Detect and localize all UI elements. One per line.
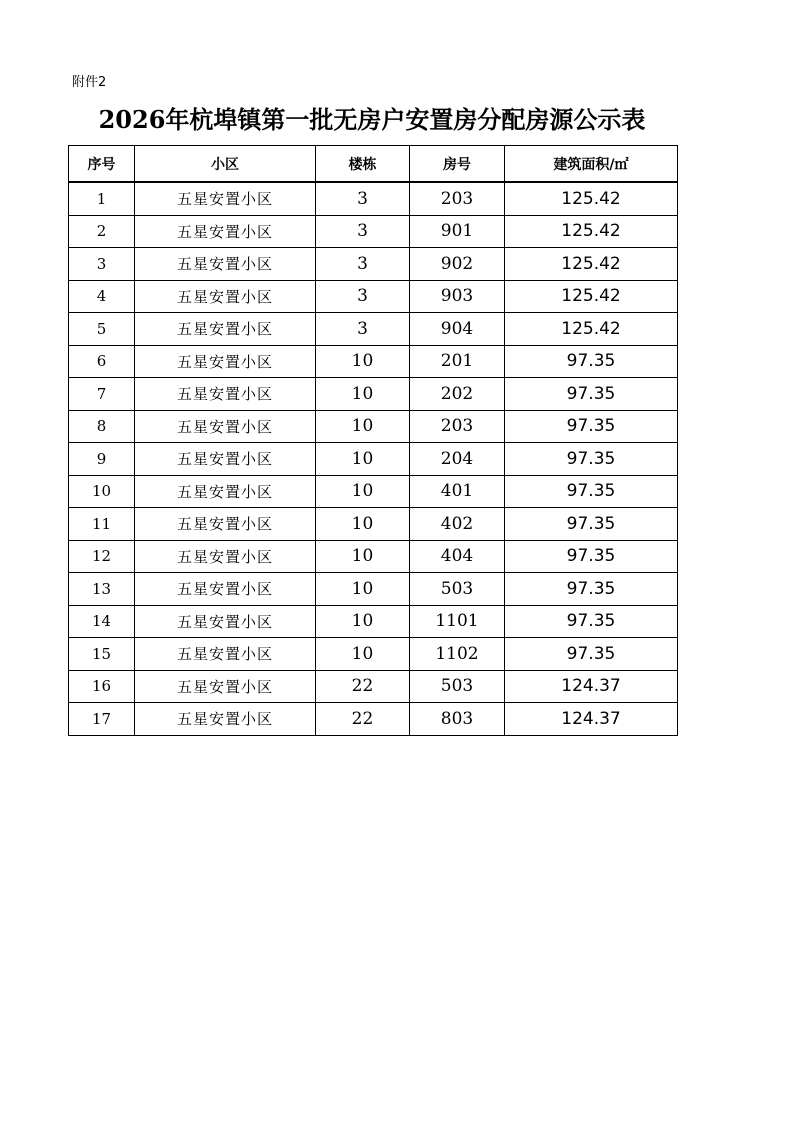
table-row (69, 443, 678, 476)
cell-room: 201 (410, 345, 505, 378)
cell-room: 903 (410, 280, 505, 313)
cell-area: 97.35 (505, 443, 678, 476)
cell-room: 203 (410, 410, 505, 443)
cell-room: 204 (410, 443, 505, 476)
table-body (69, 182, 678, 735)
cell-index: 13 (69, 573, 135, 606)
cell-building: 3 (316, 248, 410, 281)
cell-building: 10 (316, 508, 410, 541)
cell-area: 125.42 (505, 215, 678, 248)
cell-room: 1101 (410, 605, 505, 638)
cell-area: 97.35 (505, 573, 678, 606)
cell-building: 10 (316, 443, 410, 476)
table-header (69, 146, 678, 183)
cell-community: 五星安置小区 (135, 182, 316, 215)
cell-room: 503 (410, 573, 505, 606)
cell-area: 125.42 (505, 313, 678, 346)
cell-room: 503 (410, 670, 505, 703)
table-row (69, 508, 678, 541)
cell-area: 125.42 (505, 182, 678, 215)
cell-community: 五星安置小区 (135, 573, 316, 606)
cell-building: 3 (316, 280, 410, 313)
cell-building: 10 (316, 605, 410, 638)
cell-room: 404 (410, 540, 505, 573)
cell-index: 12 (69, 540, 135, 573)
cell-building: 3 (316, 313, 410, 346)
table-row (69, 703, 678, 736)
cell-index: 4 (69, 280, 135, 313)
header-community: 小区 (135, 146, 316, 183)
cell-room: 1102 (410, 638, 505, 671)
table-row (69, 670, 678, 703)
table-row (69, 280, 678, 313)
cell-community: 五星安置小区 (135, 540, 316, 573)
table-row (69, 248, 678, 281)
cell-index: 1 (69, 182, 135, 215)
cell-area: 97.35 (505, 345, 678, 378)
table-row (69, 410, 678, 443)
cell-area: 97.35 (505, 638, 678, 671)
allocation-table (68, 145, 678, 736)
cell-room: 803 (410, 703, 505, 736)
page-title: 2026年杭埠镇第一批无房户安置房分配房源公示表 (98, 105, 646, 134)
cell-area: 97.35 (505, 475, 678, 508)
cell-index: 8 (69, 410, 135, 443)
cell-room: 904 (410, 313, 505, 346)
cell-community: 五星安置小区 (135, 248, 316, 281)
cell-building: 10 (316, 378, 410, 411)
cell-room: 901 (410, 215, 505, 248)
header-index: 序号 (69, 146, 135, 183)
table-row (69, 182, 678, 215)
cell-index: 6 (69, 345, 135, 378)
table-row (69, 475, 678, 508)
cell-area: 97.35 (505, 605, 678, 638)
cell-building: 3 (316, 215, 410, 248)
cell-index: 10 (69, 475, 135, 508)
cell-index: 9 (69, 443, 135, 476)
cell-room: 902 (410, 248, 505, 281)
cell-area: 125.42 (505, 280, 678, 313)
cell-building: 10 (316, 638, 410, 671)
table-row (69, 573, 678, 606)
cell-index: 7 (69, 378, 135, 411)
cell-building: 22 (316, 670, 410, 703)
cell-area: 97.35 (505, 508, 678, 541)
cell-community: 五星安置小区 (135, 508, 316, 541)
cell-index: 2 (69, 215, 135, 248)
cell-room: 202 (410, 378, 505, 411)
header-row (69, 146, 678, 183)
cell-room: 203 (410, 182, 505, 215)
cell-building: 10 (316, 345, 410, 378)
cell-community: 五星安置小区 (135, 605, 316, 638)
cell-room: 402 (410, 508, 505, 541)
header-area: 建筑面积/㎡ (505, 146, 678, 183)
attachment-label: 附件2 (72, 75, 107, 90)
cell-community: 五星安置小区 (135, 638, 316, 671)
cell-index: 17 (69, 703, 135, 736)
table-row (69, 215, 678, 248)
cell-area: 97.35 (505, 540, 678, 573)
table-row (69, 605, 678, 638)
table-row (69, 638, 678, 671)
cell-building: 22 (316, 703, 410, 736)
cell-area: 125.42 (505, 248, 678, 281)
cell-building: 10 (316, 410, 410, 443)
cell-area: 124.37 (505, 703, 678, 736)
cell-building: 10 (316, 540, 410, 573)
cell-index: 3 (69, 248, 135, 281)
cell-index: 11 (69, 508, 135, 541)
cell-area: 124.37 (505, 670, 678, 703)
cell-community: 五星安置小区 (135, 443, 316, 476)
cell-building: 10 (316, 573, 410, 606)
cell-community: 五星安置小区 (135, 378, 316, 411)
cell-room: 401 (410, 475, 505, 508)
table-row (69, 378, 678, 411)
table-row (69, 345, 678, 378)
cell-index: 14 (69, 605, 135, 638)
cell-index: 5 (69, 313, 135, 346)
cell-community: 五星安置小区 (135, 410, 316, 443)
cell-community: 五星安置小区 (135, 280, 316, 313)
cell-area: 97.35 (505, 378, 678, 411)
cell-index: 15 (69, 638, 135, 671)
table-row (69, 313, 678, 346)
cell-community: 五星安置小区 (135, 475, 316, 508)
cell-community: 五星安置小区 (135, 313, 316, 346)
header-room: 房号 (410, 146, 505, 183)
cell-community: 五星安置小区 (135, 345, 316, 378)
cell-community: 五星安置小区 (135, 670, 316, 703)
cell-building: 10 (316, 475, 410, 508)
cell-community: 五星安置小区 (135, 703, 316, 736)
cell-index: 16 (69, 670, 135, 703)
cell-community: 五星安置小区 (135, 215, 316, 248)
cell-area: 97.35 (505, 410, 678, 443)
table-row (69, 540, 678, 573)
header-building: 楼栋 (316, 146, 410, 183)
cell-building: 3 (316, 182, 410, 215)
